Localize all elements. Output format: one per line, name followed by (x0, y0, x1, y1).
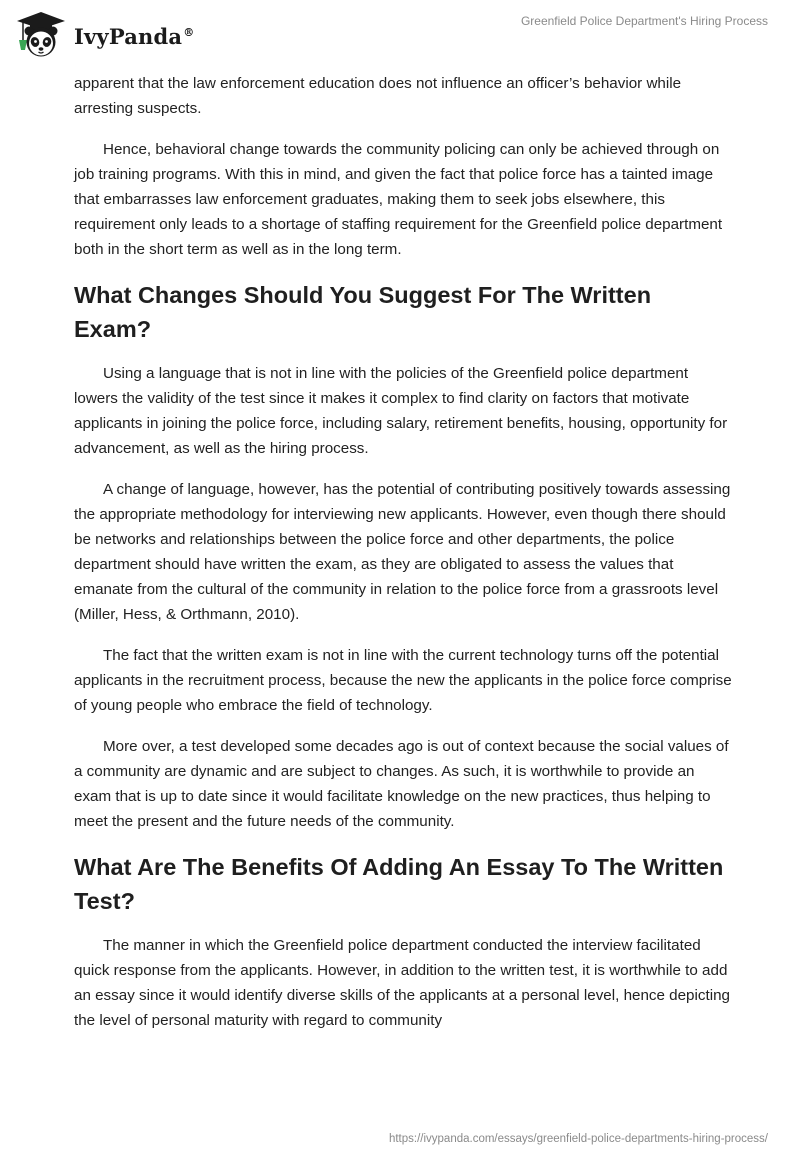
essay-content (74, 71, 734, 1049)
panda-logo-icon (14, 10, 68, 60)
logo-wordmark: IvyPanda® (74, 23, 195, 49)
paragraph: A change of language, however, has the potential of contributing positively towards assessing the appropriate methodology for interviewing new applicants. However, even though there should be networks and relationships between the police force and other departments, the police department should have written the exam, as they are obligated to assess the values that emanate from the cultural of the community in relation to the police force from a grassroots level (Miller, Hess, & Orthmann, 2010). (74, 481, 731, 623)
document-title: Greenfield Police Department's Hiring Process (520, 14, 768, 28)
registered-mark: ® (183, 25, 195, 39)
paragraph: The fact that the written exam is not in line with the current technology turns off the potential applicants in the recruitment process, because the new the applicants in the police force comprise of young people who embrace the field of technology. (74, 647, 732, 714)
paragraph: Hence, behavioral change towards the community policing can only be achieved through on job training programs. With this in mind, and given the fact that police force has a tainted image that embarrasses law enforcement graduates, making them to seek jobs elsewhere, this requirement only leads to a shortage of staffing requirement for the Greenfield police department both in the short term as well as in the long term. (74, 141, 723, 258)
paragraph-continuation: apparent that the law enforcement education does not influence an officer’s behavior while arresting suspects. (74, 75, 682, 117)
paragraph: Using a language that is not in line with the policies of the Greenfield police department lowers the validity of the test since it makes it complex to find clarity on factors that motivate applicants in joining the police force, including salary, retirement benefits, housing, opportunity for advancement, as well as the hiring process. (74, 365, 728, 457)
source-url[interactable]: https://ivypanda.com/essays/greenfield-police-departments-hiring-process/ (388, 1133, 768, 1145)
paragraph: The manner in which the Greenfield police department conducted the interview facilitated quick response from the applicants. However, in addition to the written test, it is worthwhile to add an essay since it would identify diverse skills of the applicants at a personal level, hence depicting the level of personal maturity with regard to community (74, 937, 730, 1029)
ivypanda-logo[interactable] (14, 10, 194, 60)
section-heading-written-exam: What Changes Should You Suggest For The Written Exam? (74, 282, 652, 342)
paragraph: More over, a test developed some decades ago is out of context because the social values of a community are dynamic and are subject to changes. As such, it is worthwhile to provide an exam that is up to date since it would facilitate knowledge on the new practices, thus helping to meet the present and the future needs of the community. (74, 738, 729, 830)
page-header (0, 0, 800, 70)
section-heading-essay-benefits: What Are The Benefits Of Adding An Essay To The Written Test? (74, 854, 724, 914)
